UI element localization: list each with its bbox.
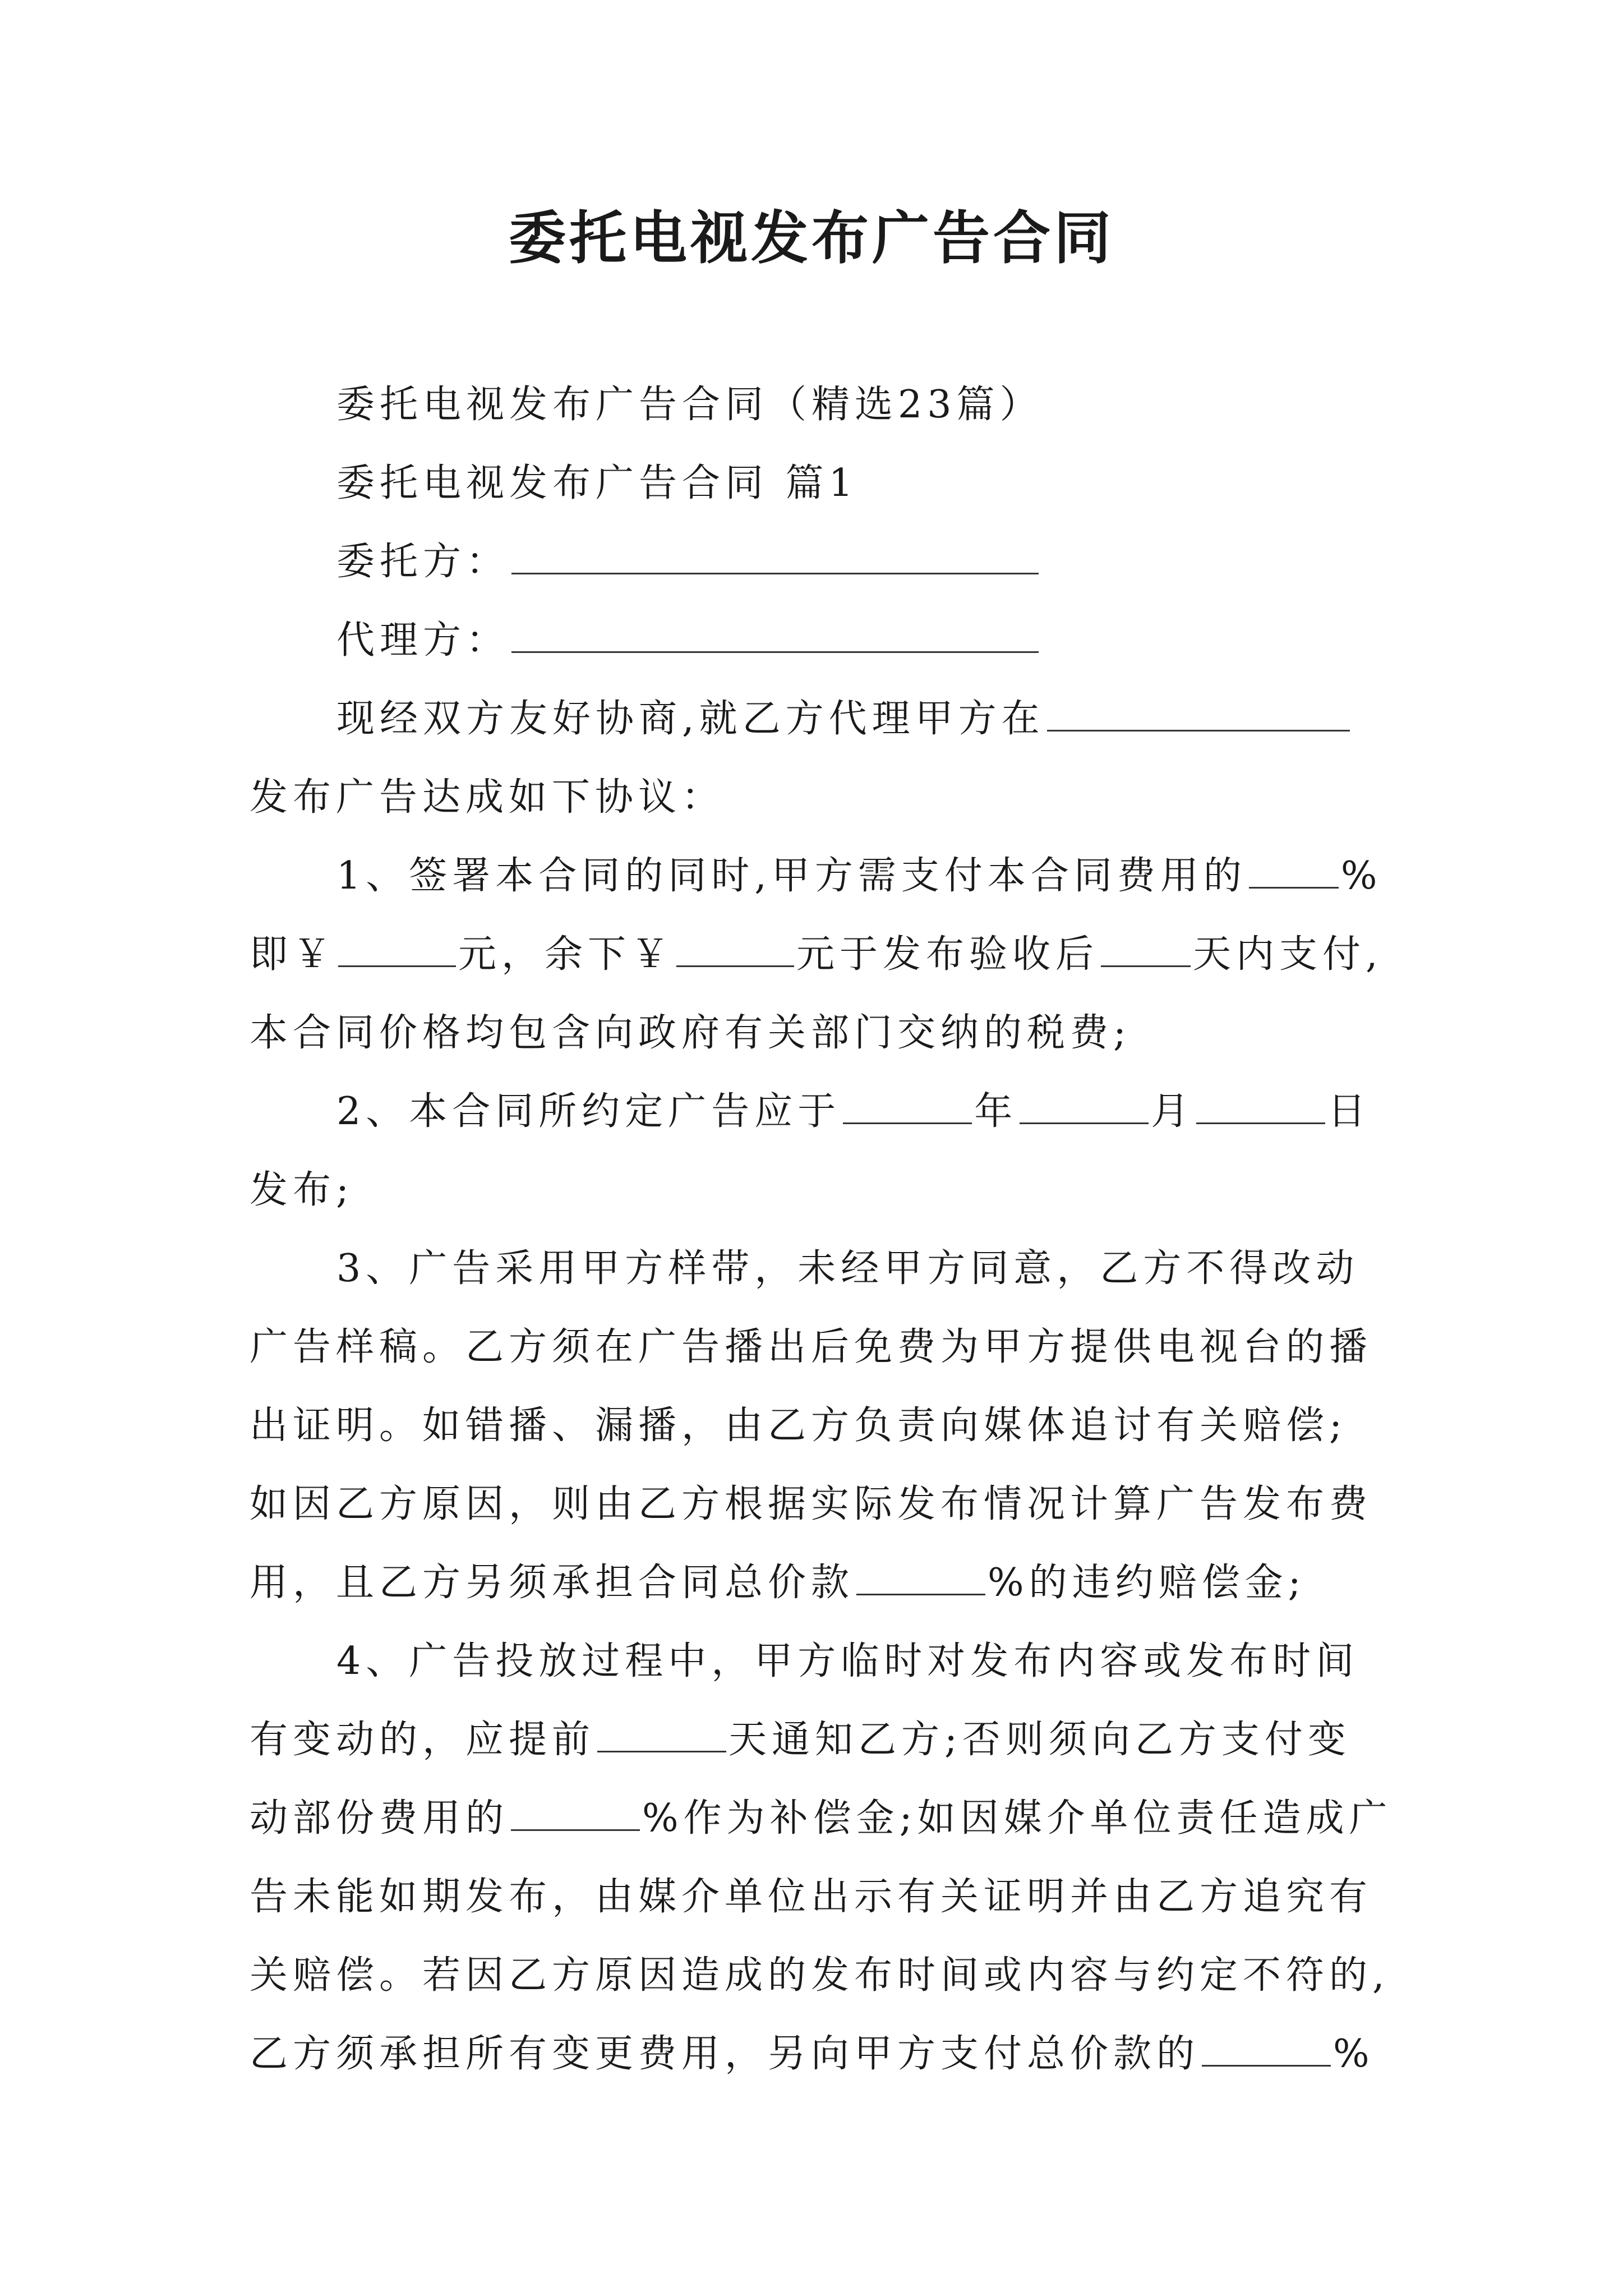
clause2-line-1	[336, 1084, 1371, 1140]
percent-blank-1[interactable]	[1249, 852, 1339, 889]
clause1-text-b3: 元于发布验收后	[796, 932, 1099, 977]
clause4-line-2	[250, 1712, 1351, 1768]
clause1-line-2	[250, 927, 1383, 983]
clause4-line-6	[250, 2026, 1375, 2082]
total-percent-blank[interactable]	[1202, 2030, 1331, 2067]
clause1-line-1	[336, 848, 1382, 904]
clause4-text-6b: %	[1333, 2032, 1375, 2076]
year-blank[interactable]	[843, 1088, 972, 1124]
clause2-text-a: 2、本合同所约定广告应于	[336, 1089, 841, 1134]
day-label: 日	[1327, 1089, 1371, 1134]
clause4-line-4: 告未能如期发布，由媒介单位出示有关证明并由乙方追究有	[250, 1875, 1373, 1919]
clause4-text-2b: 天通知乙方;否则须向乙方支付变	[728, 1718, 1351, 1762]
clause3-line-2: 广告样稿。乙方须在广告播出后免费为甲方提供电视台的播	[250, 1325, 1373, 1369]
clause1-text-b2: 元，余下￥	[458, 932, 675, 977]
media-blank[interactable]	[1047, 695, 1350, 731]
client-label: 委托方：	[336, 540, 510, 584]
month-blank[interactable]	[1020, 1088, 1149, 1124]
agent-label: 代理方：	[336, 618, 510, 662]
section-heading: 委托电视发布广告合同 篇1	[336, 461, 858, 505]
amount-blank-1[interactable]	[338, 931, 456, 967]
clause4-line-3	[250, 1791, 1393, 1847]
days-blank-1[interactable]	[1101, 931, 1191, 967]
intro-line-1	[336, 691, 1352, 747]
document-title: 委托电视发布广告合同	[509, 205, 1114, 272]
clause4-text-3b: %作为补偿金;如因媒介单位责任造成广	[642, 1796, 1393, 1841]
client-blank[interactable]	[511, 538, 1039, 574]
intro-line-2: 发布广告达成如下协议：	[250, 775, 725, 820]
year-label: 年	[974, 1089, 1018, 1134]
clause1-text-b4: 天内支付,	[1193, 932, 1383, 977]
notice-days-blank[interactable]	[597, 1716, 726, 1752]
clause4-line-1: 4、广告投放过程中，甲方临时对发布内容或发布时间	[336, 1639, 1359, 1683]
clause3-line-1: 3、广告采用甲方样带，未经甲方同意，乙方不得改动	[336, 1246, 1359, 1291]
clause3-line-5	[250, 1555, 1306, 1611]
clause4-text-2a: 有变动的，应提前	[250, 1718, 596, 1762]
agent-blank[interactable]	[511, 616, 1039, 653]
clause4-text-6a: 乙方须承担所有变更费用，另向甲方支付总价款的	[250, 2032, 1200, 2076]
percent-sign-1: %	[1340, 854, 1382, 898]
clause1-text-a: 1、签署本合同的同时,甲方需支付本合同费用的	[336, 854, 1247, 898]
penalty-percent-blank[interactable]	[856, 1559, 985, 1595]
clause4-text-3a: 动部份费用的	[250, 1796, 509, 1841]
agent-line	[336, 613, 1041, 669]
clause3-line-3: 出证明。如错播、漏播，由乙方负责向媒体追讨有关赔偿;	[250, 1404, 1347, 1448]
clause3-text-5b: %的违约赔偿金;	[988, 1561, 1306, 1605]
clause4-line-5: 关赔偿。若因乙方原因造成的发布时间或内容与约定不符的,	[250, 1953, 1390, 1998]
clause1-line-3: 本合同价格均包含向政府有关部门交纳的税费;	[250, 1011, 1131, 1055]
amount-blank-2[interactable]	[676, 931, 794, 967]
subtitle: 委托电视发布广告合同（精选23篇）	[336, 383, 1043, 427]
clause1-text-b1: 即￥	[250, 932, 336, 977]
month-label: 月	[1151, 1089, 1195, 1134]
compensation-percent-blank[interactable]	[511, 1795, 640, 1831]
clause3-text-5a: 用，且乙方另须承担合同总价款	[250, 1561, 855, 1605]
day-blank[interactable]	[1196, 1088, 1325, 1124]
intro-text-1: 现经双方友好协商,就乙方代理甲方在	[336, 697, 1045, 741]
clause2-line-2: 发布;	[250, 1168, 354, 1212]
clause3-line-4: 如因乙方原因，则由乙方根据实际发布情况计算广告发布费	[250, 1482, 1373, 1526]
client-line	[336, 534, 1041, 590]
